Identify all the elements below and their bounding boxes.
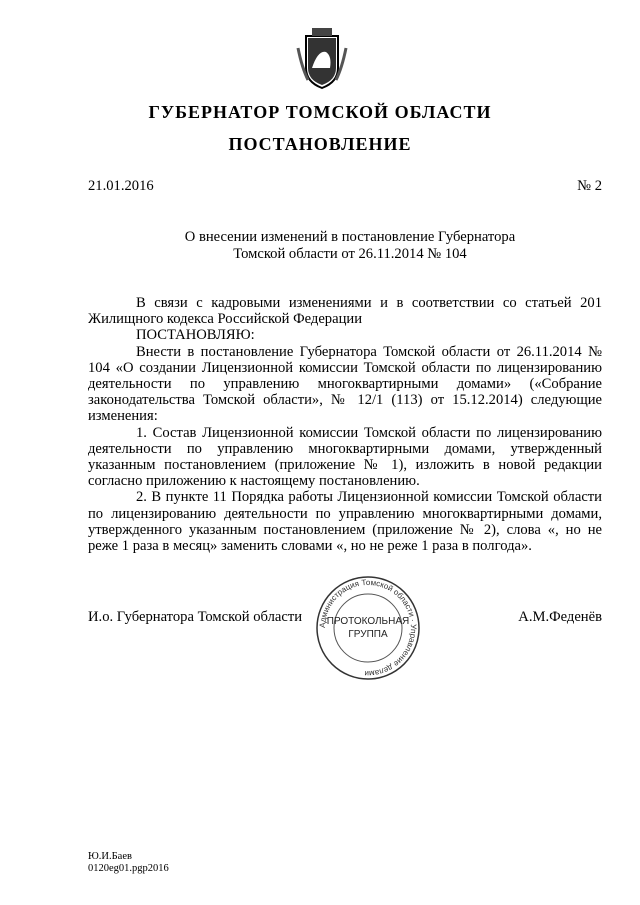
paragraph: ПОСТАНОВЛЯЮ: bbox=[136, 327, 255, 344]
paragraph: 1. Состав Лицензионной комиссии Томской области по лицензированию деятельности по управлению многоквартирными домами, утвержденный указанным постановлением (приложение № 1), изложить в новой редакции согласно приложению к настоящему постановлению. bbox=[88, 424, 602, 490]
stamp-center-text: ПРОТОКОЛЬНАЯ bbox=[326, 616, 410, 627]
paragraph: Внести в постановление Губернатора Томской области от 26.11.2014 № 104 «О создании Лицензионной комиссии Томской области по лицензированию деятельности по управлению многоквартирными домами» («Собрание законодательства Томской области», № 12/1 (113) от 15.12.2014) следующие изменения: bbox=[88, 343, 602, 425]
paragraph: В связи с кадровыми изменениями и в соответствии со статьей 201 bbox=[136, 295, 602, 311]
signatory-name: А.М.Феденёв bbox=[518, 609, 602, 625]
paragraph: 2. В пункте 11 Порядка работы Лицензионной комиссии Томской области по лицензированию деятельности по управлению многоквартирными домами, утвержденного указанным постановлением (приложение № 2), слова «, но не реже 1 раза в месяц» заменить словами «, но не реже 1 раза в полгода». bbox=[88, 489, 602, 555]
stamp-ring-text: Администрация Томской области · Управление делами bbox=[317, 577, 419, 679]
coat-of-arms-emblem bbox=[296, 28, 348, 92]
paragraph: Жилищного кодекса Российской Федерации bbox=[88, 311, 363, 328]
author-name: Ю.И.Баев bbox=[88, 851, 132, 862]
subject-line: Томской области от 26.11.2014 № 104 bbox=[233, 246, 467, 262]
document-type: ПОСТАНОВЛЕНИЕ bbox=[228, 134, 412, 154]
subject-line: О внесении изменений в постановление Губернатора bbox=[184, 229, 516, 245]
document-subject bbox=[0, 229, 640, 263]
stamp-center-text: ГРУППА bbox=[348, 629, 388, 640]
official-stamp bbox=[314, 574, 422, 682]
document-date: 21.01.2016 bbox=[88, 178, 154, 194]
file-reference: 0120eg01.pgp2016 bbox=[88, 863, 169, 874]
document-body bbox=[88, 295, 602, 554]
signatory-position: И.о. Губернатора Томской области bbox=[88, 609, 303, 625]
org-title: ГУБЕРНАТОР ТОМСКОЙ ОБЛАСТИ bbox=[148, 102, 492, 122]
document-number: № 2 bbox=[577, 178, 602, 194]
